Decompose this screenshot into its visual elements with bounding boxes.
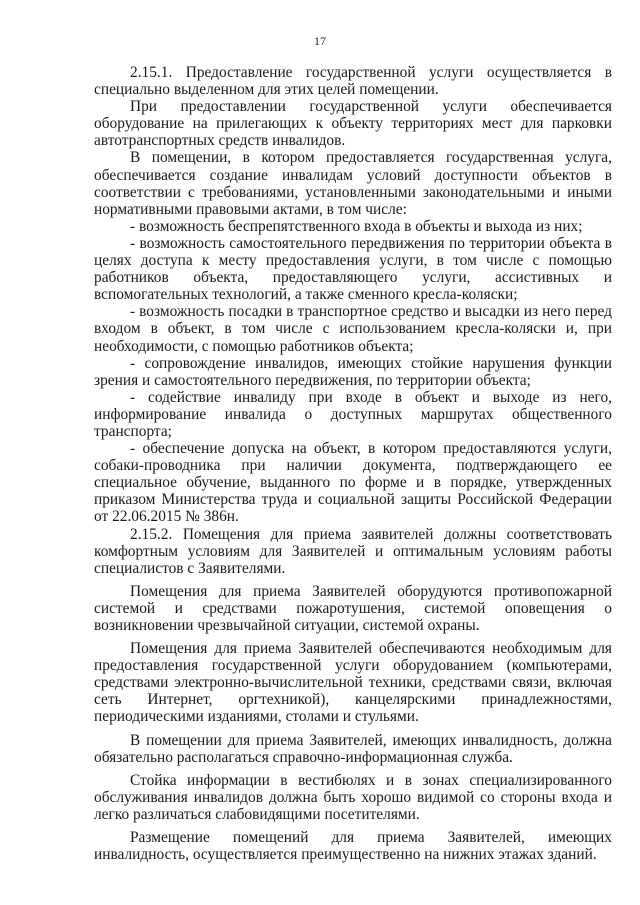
paragraph: В помещении для приема Заявителей, имеющих инвалидность, должна обязательно располагаться справочно-информационная служба. (94, 731, 612, 766)
paragraph: Помещения для приема Заявителей обеспечиваются необходимым для предоставления государственной услуги оборудованием (компьютерами, средствами электронно-вычислительной техники, средствами связи, включая сеть Интернет, оргтехникой), канцелярскими принадлежностями, периодическими изданиями, столами и стульями. (94, 640, 612, 726)
paragraph: Стойка информации в вестибюлях и в зонах специализированного обслуживания инвалидов должна быть хорошо видимой со стороны входа и легко различаться слабовидящими посетителями. (94, 771, 612, 823)
paragraph: В помещении, в котором предоставляется государственная услуга, обеспечивается создание инвалидам условий доступности объектов в соответствии с требованиями, установленными законодательными и иными нормативными правовыми актами, в том числе: (94, 149, 612, 218)
paragraph: 2.15.2. Помещения для приема заявителей должны соответствовать комфортным условиям для Заявителей и оптимальным условиям работы специалистов с Заявителями. (94, 525, 612, 577)
list-item: - возможность самостоятельного передвижения по территории объекта в целях доступа к месту предоставления услуги, в том числе с помощью работников объекта, предоставляющего услуги, ассистивных и вспомогательных технологий, а также сменного кресла-коляски; (94, 234, 612, 304)
paragraph: Помещения для приема Заявителей оборудуются противопожарной системой и средствами пожаротушения, системой оповещения о возникновении чрезвычайной ситуации, системой охраны. (94, 582, 612, 634)
paragraph: 2.15.1. Предоставление государственной услуги осуществляется в специально выделенном для этих целей помещении. (94, 64, 612, 99)
paragraph: При предоставлении государственной услуги обеспечивается оборудование на прилегающих к объекту территориях мест для парковки автотранспортных средств инвалидов. (94, 98, 612, 150)
document-body (94, 64, 612, 863)
page-number: 17 (314, 34, 326, 48)
paragraph: Размещение помещений для приема Заявителей, имеющих инвалидность, осуществляется преимущественно на нижних этажах зданий. (94, 829, 612, 864)
list-item: - возможность посадки в транспортное средство и высадки из него перед входом в объект, в том числе с использованием кресла-коляски и, при необходимости, с помощью работников объекта; (94, 303, 612, 355)
list-item: - сопровождение инвалидов, имеющих стойкие нарушения функции зрения и самостоятельного передвижения, по территории объекта; (94, 354, 612, 389)
list-item: - обеспечение допуска на объект, в котором предоставляются услуги, собаки-проводника при наличии документа, подтверждающего ее специальное обучение, выданного по форме и в порядке, утвержденных приказом Министерства труда и социальной защиты Российской Федерации от 22.06.2015 № 386н. (94, 440, 612, 526)
list-item: - возможность беспрепятственного входа в объекты и выхода из них; (130, 217, 583, 235)
list-item: - содействие инвалиду при входе в объект и выходе из него, информирование инвалида о доступных маршрутах общественного транспорта; (94, 388, 612, 440)
